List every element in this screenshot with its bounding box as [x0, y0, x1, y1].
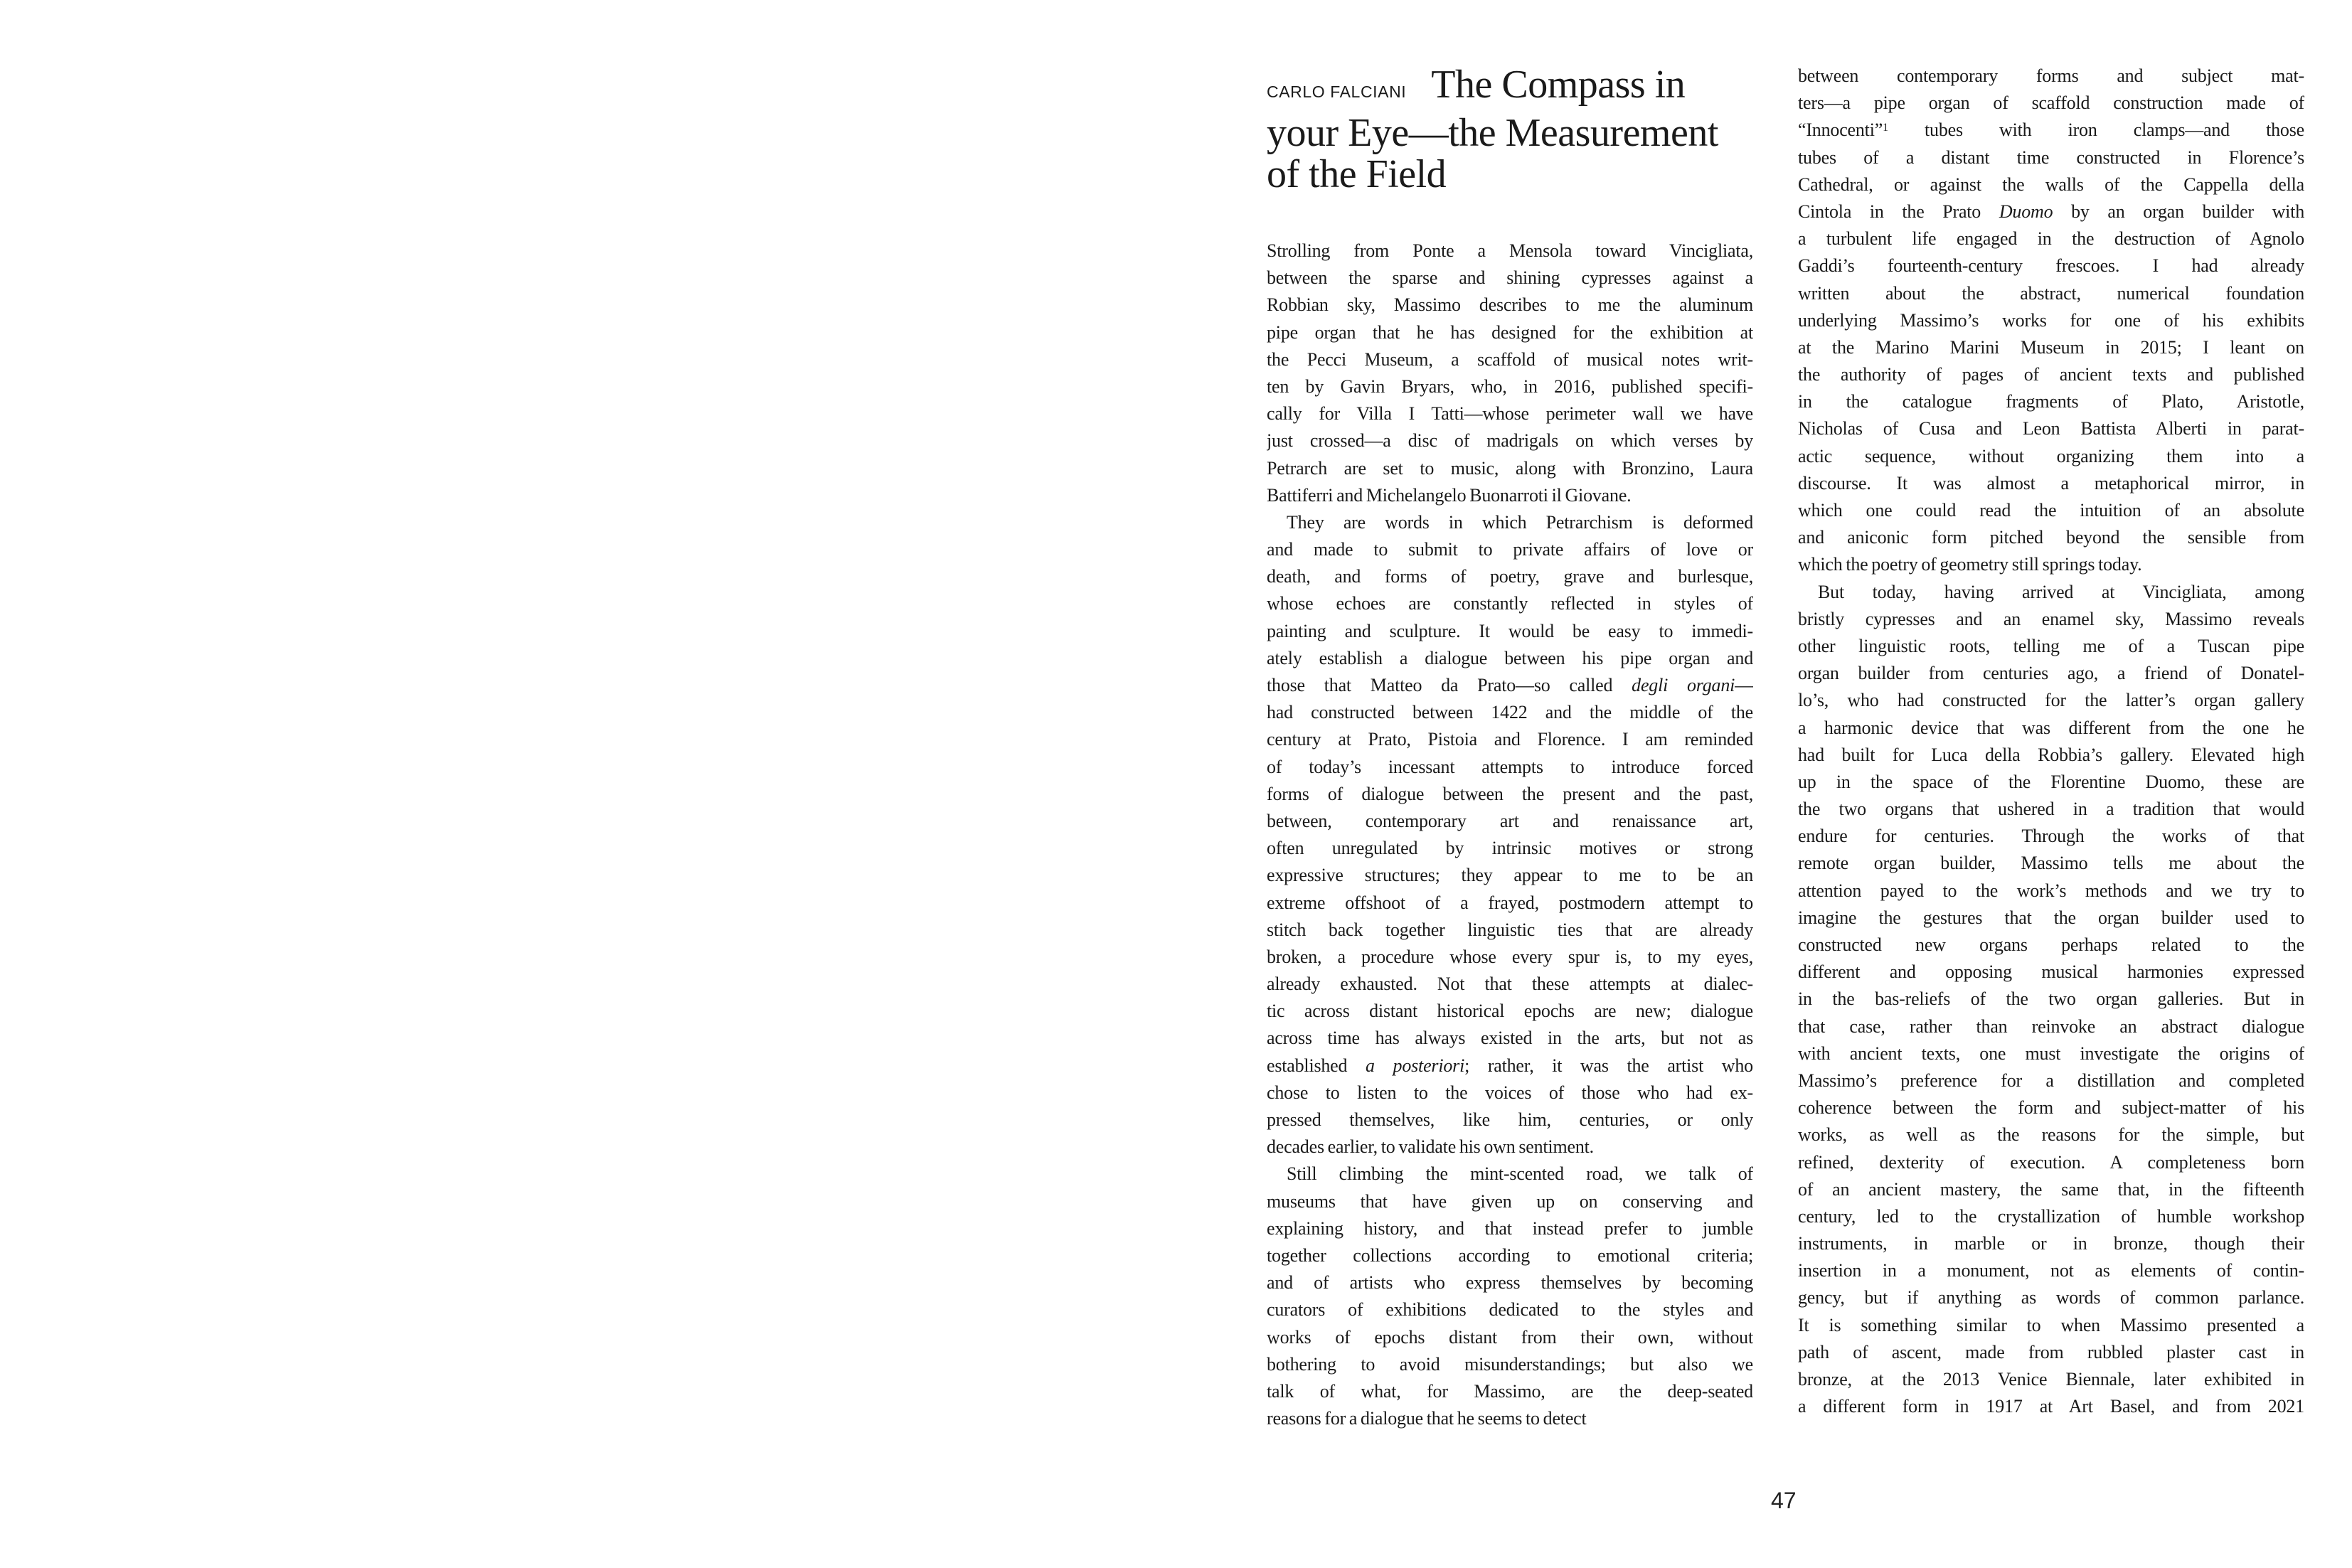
text-line: different and opposing musical harmonies expressed: [1798, 961, 2304, 983]
text-line: Cintola in the Prato Duomo by an organ builder with: [1798, 201, 2304, 222]
text-line: of an ancient mastery, the same that, in the fifteenth: [1798, 1178, 2304, 1200]
text-line: lo’s, who had constructed for the latter’s organ gallery: [1798, 690, 2304, 711]
text-line: between, contemporary art and renaissance art,: [1267, 810, 1753, 831]
text-column-left: [1267, 238, 1753, 1432]
text-line: pipe organ that he has designed for the exhibition at: [1267, 321, 1753, 343]
text-line: ters—a pipe organ of scaffold construction made of: [1798, 92, 2304, 114]
text-line: ately establish a dialogue between his pipe organ and: [1267, 647, 1753, 668]
text-line: cally for Villa I Tatti—whose perimeter wall we have: [1267, 403, 1753, 425]
text-line: decades earlier, to validate his own sentiment.: [1267, 1136, 1594, 1158]
text-line: refined, dexterity of execution. A completeness born: [1798, 1151, 2304, 1173]
text-line: a harmonic device that was different from the one he: [1798, 717, 2304, 738]
article-title-line-2: your Eye—the Measurement: [1267, 111, 1718, 155]
text-line: instruments, in marble or in bronze, though their: [1798, 1233, 2304, 1254]
text-line: constructed new organs perhaps related to the: [1798, 934, 2304, 955]
text-line: just crossed—a disc of madrigals on which verses by: [1267, 430, 1753, 452]
text-line: Massimo’s preference for a distillation and completed: [1798, 1070, 2304, 1091]
text-line: But today, having arrived at Vincigliata, among: [1818, 581, 2304, 602]
text-line: Still climbing the mint-scented road, we talk of: [1287, 1163, 1753, 1185]
text-line: written about the abstract, numerical foundation: [1798, 282, 2304, 304]
text-line: insertion in a monument, not as elements of contin-: [1798, 1260, 2304, 1281]
text-line: museums that have given up on conserving and: [1267, 1190, 1753, 1212]
text-line: actic sequence, without organizing them into a: [1798, 445, 2304, 466]
text-line: discourse. It was almost a metaphorical mirror, in: [1798, 472, 2304, 494]
text-line: Petrarch are set to music, along with Bronzino, Laura: [1267, 457, 1753, 479]
text-line: a turbulent life engaged in the destruction of Agnolo: [1798, 228, 2304, 250]
text-line: in the catalogue fragments of Plato, Aristotle,: [1798, 391, 2304, 412]
text-line: chose to listen to the voices of those who had ex-: [1267, 1082, 1753, 1103]
text-line: Nicholas of Cusa and Leon Battista Alberti in parat-: [1798, 418, 2304, 439]
text-line: and of artists who express themselves by becoming: [1267, 1272, 1753, 1294]
text-line: in the bas-reliefs of the two organ galleries. But in: [1798, 988, 2304, 1010]
text-line: and aniconic form pitched beyond the sensible from: [1798, 527, 2304, 548]
text-line: between contemporary forms and subject mat-: [1798, 65, 2304, 86]
text-line: “Innocenti”$^1$ tubes with iron clamps—and those: [1798, 119, 2304, 141]
text-line: together collections according to emotional criteria;: [1267, 1244, 1753, 1266]
text-line: a different form in 1917 at Art Basel, and from 2021: [1798, 1396, 2304, 1417]
author-name: CARLO FALCIANI: [1267, 82, 1407, 101]
text-line: which one could read the intuition of an absolute: [1798, 500, 2304, 521]
text-line: bronze, at the 2013 Venice Biennale, later exhibited in: [1798, 1369, 2304, 1390]
text-line: endure for centuries. Through the works of that: [1798, 826, 2304, 847]
text-line: tic across distant historical epochs are new; dialogue: [1267, 1001, 1753, 1022]
text-line: death, and forms of poetry, grave and burlesque,: [1267, 566, 1753, 587]
text-line: up in the space of the Florentine Duomo, these are: [1798, 771, 2304, 792]
text-line: other linguistic roots, telling me of a Tuscan pipe: [1798, 635, 2304, 656]
text-line: path of ascent, made from rubbled plaster cast in: [1798, 1341, 2304, 1362]
text-line: expressive structures; they appear to me to be an: [1267, 865, 1753, 886]
text-line: organ builder from centuries ago, a friend of Donatel-: [1798, 663, 2304, 684]
text-line: had built for Luca della Robbia’s gallery. Elevated high: [1798, 744, 2304, 765]
text-line: talk of what, for Massimo, are the deep-seated: [1267, 1380, 1753, 1402]
text-line: often unregulated by intrinsic motives or strong: [1267, 838, 1753, 859]
text-line: works, as well as the reasons for the simple, but: [1798, 1124, 2304, 1146]
title-text-1: The Compass in: [1431, 63, 1686, 107]
text-line: ten by Gavin Bryars, who, in 2016, published specifi-: [1267, 375, 1753, 397]
text-line: Gaddi’s fourteenth-century frescoes. I had already: [1798, 255, 2304, 277]
text-line: of today’s incessant attempts to introduce forced: [1267, 756, 1753, 777]
text-line: gency, but if anything as words of common parlance.: [1798, 1287, 2304, 1308]
text-line: broken, a procedure whose every spur is, to my eyes,: [1267, 946, 1753, 967]
article-title-line-3: of the Field: [1267, 152, 1447, 196]
text-line: curators of exhibitions dedicated to the styles and: [1267, 1299, 1753, 1321]
text-line: century at Prato, Pistoia and Florence. I am reminded: [1267, 729, 1753, 750]
text-line: century, led to the crystallization of humble workshop: [1798, 1205, 2304, 1227]
text-line: painting and sculpture. It would be easy to immedi-: [1267, 620, 1753, 641]
text-line: had constructed between 1422 and the middle of the: [1267, 702, 1753, 723]
footnote-marker: 1: [1883, 122, 1888, 134]
text-line: already exhausted. Not that these attempts at dialec-: [1267, 974, 1753, 995]
text-line: between the sparse and shining cypresses against a: [1267, 267, 1753, 289]
text-line: and made to submit to private affairs of love or: [1267, 539, 1753, 560]
text-line: attention payed to the work’s methods and we try to: [1798, 880, 2304, 901]
text-line: remote organ builder, Massimo tells me about the: [1798, 853, 2304, 874]
article-header: [1267, 64, 1814, 195]
text-line: established a posteriori; rather, it was the artist who: [1267, 1055, 1753, 1076]
text-column-right: [1798, 63, 2304, 1420]
text-line: works of epochs distant from their own, without: [1267, 1326, 1753, 1348]
italic-text: a posteriori: [1366, 1055, 1465, 1076]
text-line: those that Matteo da Prato—so called degli organi—: [1267, 675, 1753, 695]
text-line: stitch back together linguistic ties that are already: [1267, 919, 1753, 940]
text-line: explaining history, and that instead prefer to jumble: [1267, 1217, 1753, 1239]
text-line: Battiferri and Michelangelo Buonarroti il Giovane.: [1267, 484, 1632, 506]
text-line: Cathedral, or against the walls of the Cappella della: [1798, 174, 2304, 195]
italic-text: degli organi: [1632, 675, 1735, 695]
article-title-line-1: [1267, 64, 1814, 112]
text-line: tubes of a distant time constructed in Florence’s: [1798, 146, 2304, 168]
text-line: with ancient texts, one must investigate the origins of: [1798, 1042, 2304, 1064]
text-line: the Pecci Museum, a scaffold of musical notes writ-: [1267, 348, 1753, 370]
italic-text: Duomo: [1999, 201, 2053, 222]
text-line: They are words in which Petrarchism is deformed: [1287, 511, 1753, 533]
text-line: across time has always existed in the arts, but not as: [1267, 1028, 1753, 1049]
text-line: which the poetry of geometry still springs today.: [1798, 554, 2142, 575]
text-line: pressed themselves, like him, centuries, or only: [1267, 1109, 1753, 1130]
text-line: imagine the gestures that the organ builder used to: [1798, 907, 2304, 928]
text-line: at the Marino Marini Museum in 2015; I leant on: [1798, 336, 2304, 358]
text-line: the authority of pages of ancient texts and published: [1798, 364, 2304, 385]
text-line: Robbian sky, Massimo describes to me the aluminum: [1267, 294, 1753, 316]
text-line: reasons for a dialogue that he seems to detect: [1267, 1408, 1587, 1429]
text-line: forms of dialogue between the present and the past,: [1267, 783, 1753, 804]
text-line: bristly cypresses and an enamel sky, Massimo reveals: [1798, 608, 2304, 629]
text-line: coherence between the form and subject-matter of his: [1798, 1097, 2304, 1119]
text-line: Strolling from Ponte a Mensola toward Vincigliata,: [1267, 240, 1753, 261]
text-line: bothering to avoid misunderstandings; but also we: [1267, 1353, 1753, 1375]
text-line: It is something similar to when Massimo presented a: [1798, 1314, 2304, 1335]
text-line: extreme offshoot of a frayed, postmodern attempt to: [1267, 892, 1753, 913]
text-line: whose echoes are constantly reflected in styles of: [1267, 593, 1753, 614]
text-line: the two organs that ushered in a tradition that would: [1798, 799, 2304, 820]
page-number: 47: [1771, 1488, 1797, 1513]
text-line: that case, rather than reinvoke an abstract dialogue: [1798, 1015, 2304, 1037]
text-line: underlying Massimo’s works for one of his exhibits: [1798, 309, 2304, 331]
